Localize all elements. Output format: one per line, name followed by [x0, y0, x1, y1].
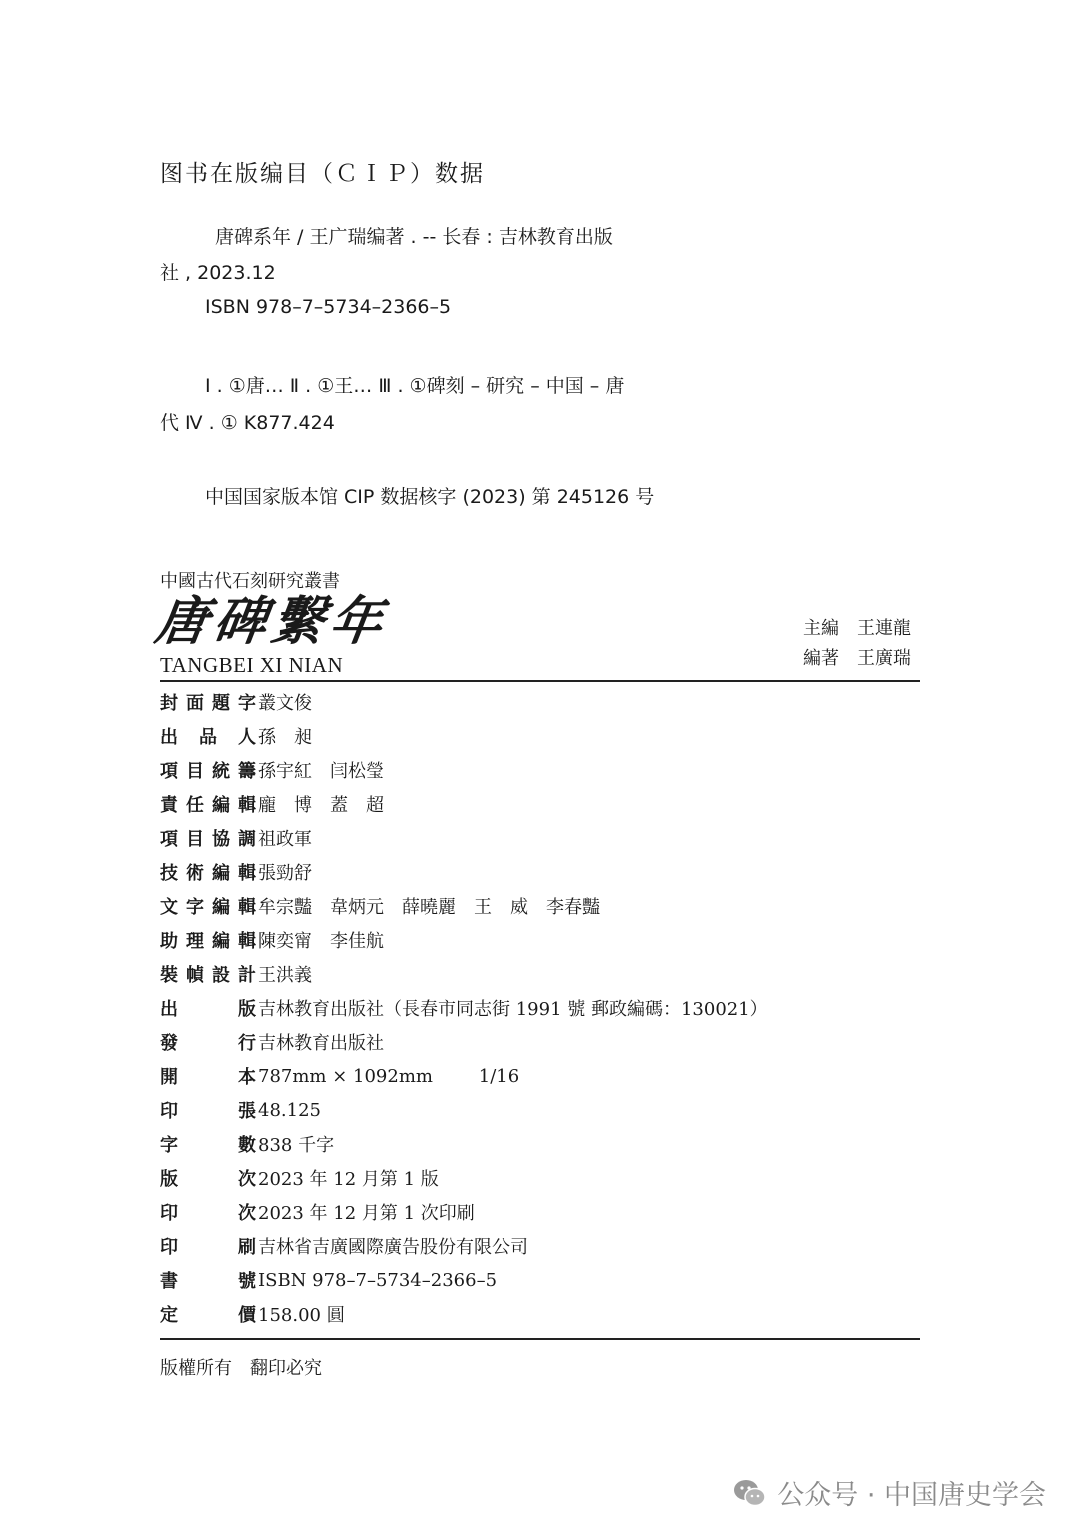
rights-notice: 版權所有 翻印必究 — [160, 1358, 322, 1379]
credit-label: 印 刷 — [160, 1237, 256, 1258]
credit-value: 838 千字 — [258, 1135, 335, 1156]
credit-value: 孫 昶 — [258, 727, 312, 748]
cip-line-publisher: 社 , 2023.12 — [160, 262, 276, 284]
editor-row — [803, 614, 911, 644]
credit-row — [160, 1297, 920, 1331]
credit-row — [160, 991, 920, 1025]
credit-row — [160, 855, 920, 889]
wechat-icon — [733, 1478, 767, 1508]
credit-row — [160, 1127, 920, 1161]
credit-value: 48.125 — [258, 1099, 321, 1121]
credit-row — [160, 685, 920, 719]
credit-row — [160, 1093, 920, 1127]
credit-row — [160, 923, 920, 957]
credit-row — [160, 1161, 920, 1195]
credit-value: 2023 年 12 月第 1 次印刷 — [258, 1203, 475, 1224]
credit-value: 吉林教育出版社 — [258, 1033, 384, 1054]
book-title-latin: TANGBEI XI NIAN — [160, 653, 344, 677]
credit-label: 裝 幀 設 計 — [160, 965, 256, 986]
credit-label: 出 品 人 — [160, 727, 256, 748]
credit-label: 版 次 — [160, 1169, 256, 1190]
credit-label: 字 數 — [160, 1135, 256, 1156]
cip-line-classification-cont: 代 Ⅳ . ① K877.424 — [160, 412, 335, 434]
cip-line-classification: Ⅰ . ①唐… Ⅱ . ①王… Ⅲ . ①碑刻 – 研究 – 中国 – 唐 — [205, 375, 625, 397]
credit-label: 定 價 — [160, 1305, 256, 1326]
credit-value: 2023 年 12 月第 1 版 — [258, 1169, 439, 1190]
credit-row — [160, 1059, 920, 1093]
credit-value: 787mm × 1092mm 1/16 — [258, 1065, 520, 1087]
credit-label: 文 字 編 輯 — [160, 897, 256, 918]
credit-row — [160, 821, 920, 855]
divider-bottom — [160, 1338, 920, 1340]
cip-line-isbn: ISBN 978–7–5734–2366–5 — [205, 296, 452, 318]
credit-label: 印 張 — [160, 1101, 256, 1122]
credit-row — [160, 957, 920, 991]
credit-label: 發 行 — [160, 1033, 256, 1054]
cip-line-title: 唐碑系年 / 王广瑞编著 . -- 长春 : 吉林教育出版 — [215, 226, 613, 248]
credit-value: 叢文俊 — [258, 693, 312, 714]
credit-row — [160, 1025, 920, 1059]
cip-heading: 图书在版编目（ＣＩＰ）数据 — [160, 161, 485, 187]
credit-label: 項 目 統 籌 — [160, 761, 256, 782]
book-title: 唐碑繫年 — [151, 591, 393, 652]
credit-row — [160, 1195, 920, 1229]
editors-block — [803, 614, 911, 674]
divider-top — [160, 680, 920, 682]
watermark-text: 公众号 · 中国唐史学会 — [777, 1480, 1046, 1511]
series-title: 中國古代石刻研究叢書 — [160, 571, 340, 592]
credit-value: 吉林教育出版社（長春市同志街 1991 號 郵政編碼：130021） — [258, 999, 768, 1020]
credit-value: 祖政軍 — [258, 829, 312, 850]
credit-value: ISBN 978–7–5734–2366–5 — [258, 1269, 498, 1291]
cip-line-record-number: 中国国家版本馆 CIP 数据核字 (2023) 第 245126 号 — [205, 486, 655, 508]
credit-row — [160, 787, 920, 821]
credit-value: 張勁舒 — [258, 863, 312, 884]
credits-table — [160, 685, 920, 1331]
watermark — [733, 1473, 1046, 1512]
credit-label: 項 目 協 調 — [160, 829, 256, 850]
credit-value: 陳奕甯 李佳航 — [258, 931, 384, 952]
credit-label: 技 術 編 輯 — [160, 863, 256, 884]
editor-name: 王連龍 — [857, 618, 911, 639]
credit-value: 158.00 圓 — [258, 1305, 345, 1326]
credit-row — [160, 719, 920, 753]
credit-row — [160, 1229, 920, 1263]
editor-name: 王廣瑞 — [857, 648, 911, 669]
editor-role: 主編 — [803, 618, 839, 639]
credit-label: 責 任 編 輯 — [160, 795, 256, 816]
credit-label: 出 版 — [160, 999, 256, 1020]
credit-value: 孫宇紅 闫松瑩 — [258, 761, 384, 782]
credit-value: 吉林省吉廣國際廣告股份有限公司 — [258, 1237, 528, 1258]
credit-row — [160, 1263, 920, 1297]
credit-value: 龐 博 蓋 超 — [258, 795, 384, 816]
credit-label: 印 次 — [160, 1203, 256, 1224]
credit-row — [160, 889, 920, 923]
credit-label: 封 面 題 字 — [160, 693, 256, 714]
editor-row — [803, 644, 911, 674]
credit-value: 王洪義 — [258, 965, 312, 986]
credit-label: 開 本 — [160, 1067, 256, 1088]
credit-row — [160, 753, 920, 787]
editor-role: 編著 — [803, 648, 839, 669]
credit-value: 牟宗豔 韋炳元 薛曉麗 王 威 李春豔 — [258, 897, 600, 918]
credit-label: 助 理 編 輯 — [160, 931, 256, 952]
credit-label: 書 號 — [160, 1271, 256, 1292]
